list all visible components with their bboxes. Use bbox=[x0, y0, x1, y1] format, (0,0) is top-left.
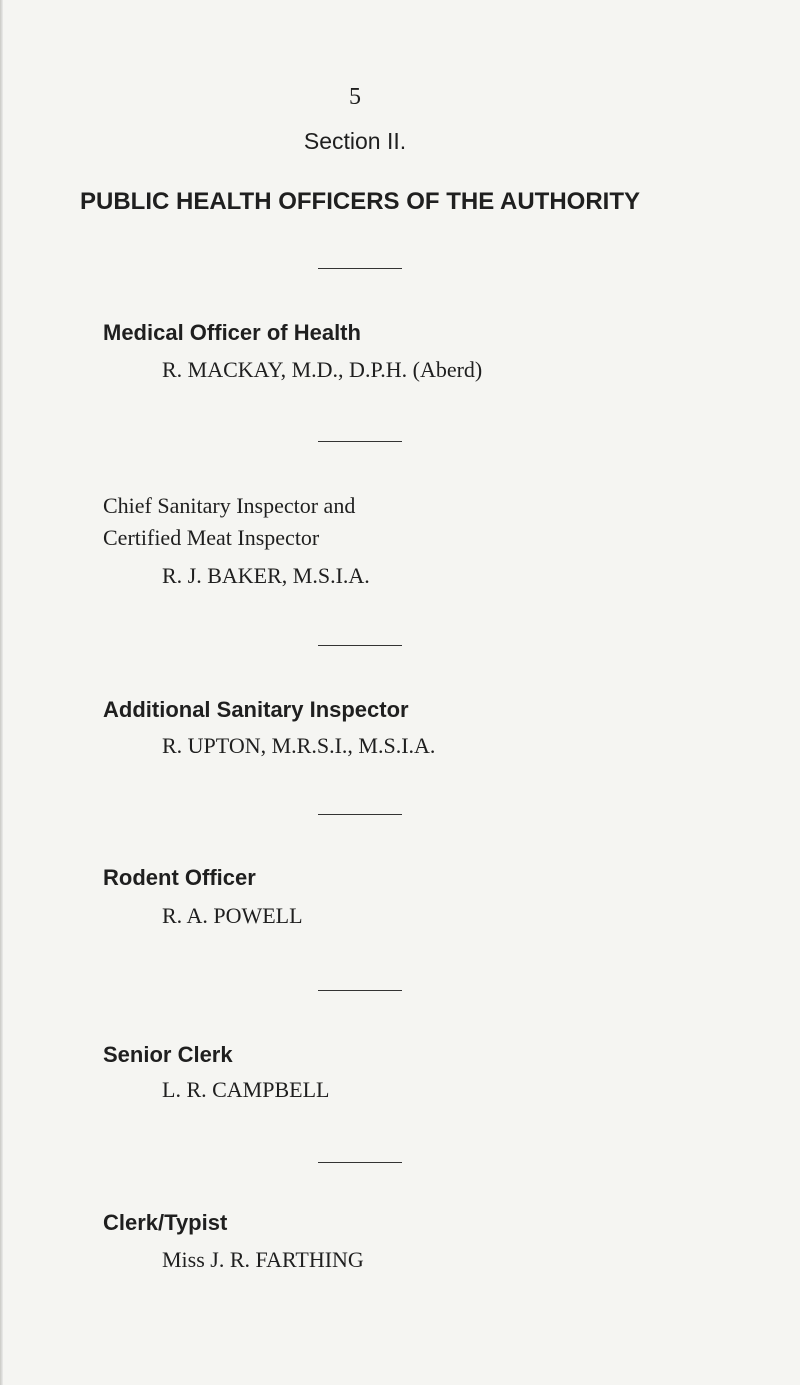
page-number: 5 bbox=[349, 84, 361, 110]
divider bbox=[318, 990, 402, 991]
name-additional-sanitary-inspector: R. UPTON, M.R.S.I., M.S.I.A. bbox=[162, 733, 436, 758]
section-title: Section II. bbox=[303, 128, 407, 154]
role-senior-clerk: Senior Clerk bbox=[103, 1042, 233, 1067]
divider bbox=[318, 814, 402, 815]
role-additional-sanitary-inspector: Additional Sanitary Inspector bbox=[103, 697, 409, 722]
role-chief-sanitary-inspector-line2: Certified Meat Inspector bbox=[103, 525, 320, 550]
role-medical-officer: Medical Officer of Health bbox=[103, 320, 361, 345]
name-rodent-officer: R. A. POWELL bbox=[162, 903, 303, 928]
divider bbox=[318, 1162, 402, 1163]
divider bbox=[318, 645, 402, 646]
role-clerk-typist: Clerk/Typist bbox=[103, 1210, 228, 1235]
divider bbox=[318, 441, 402, 442]
divider bbox=[318, 268, 402, 269]
role-chief-sanitary-inspector-line1: Chief Sanitary Inspector and bbox=[103, 493, 356, 518]
name-chief-sanitary-inspector: R. J. BAKER, M.S.I.A. bbox=[162, 563, 370, 588]
name-medical-officer: R. MACKAY, M.D., D.P.H. (Aberd) bbox=[162, 357, 483, 382]
name-clerk-typist: Miss J. R. FARTHING bbox=[162, 1247, 364, 1272]
page-heading: PUBLIC HEALTH OFFICERS OF THE AUTHORITY bbox=[80, 188, 640, 215]
name-senior-clerk: L. R. CAMPBELL bbox=[162, 1077, 330, 1102]
page-edge bbox=[0, 0, 3, 1385]
role-rodent-officer: Rodent Officer bbox=[103, 865, 256, 890]
